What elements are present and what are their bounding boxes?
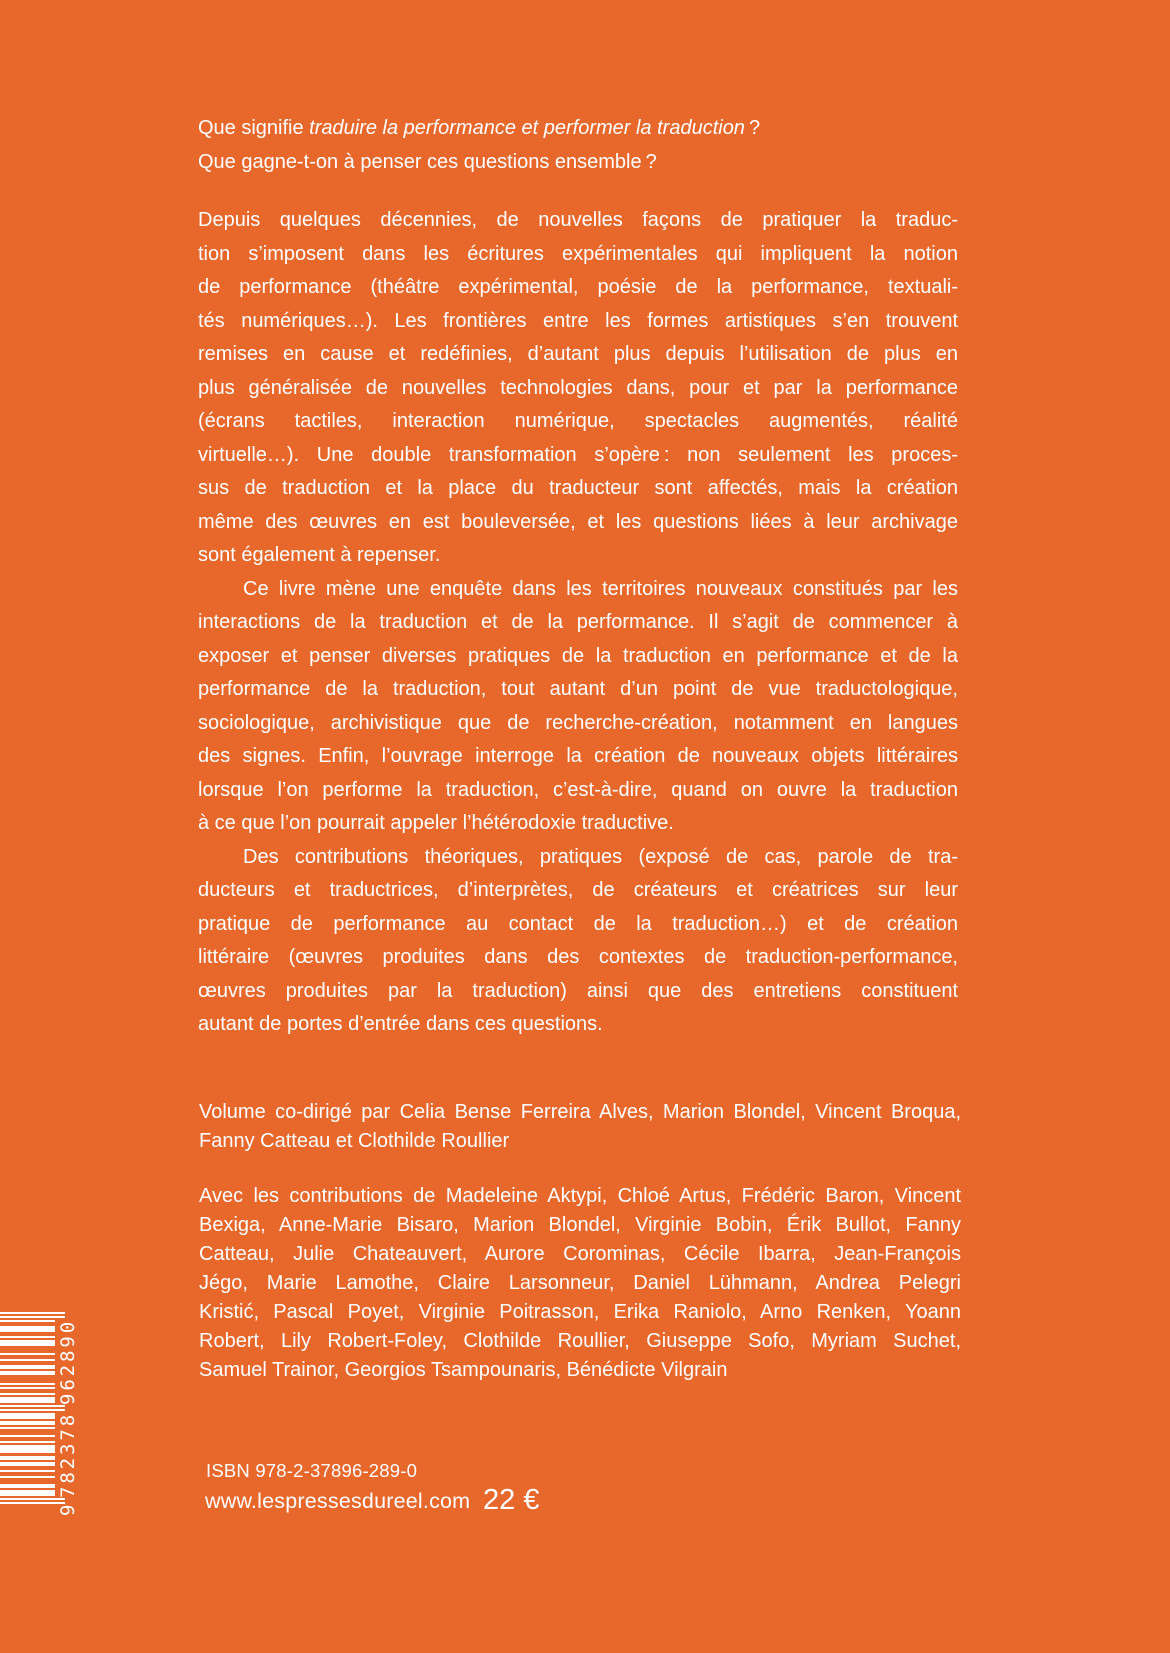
barcode-bar [0,1462,55,1466]
text-line: exposer et penser diverses pratiques de la traduction en performance et de la [198,644,958,667]
text-line: plus généralisée de nouvelles technologies dans, pour et par la performance [198,376,958,399]
text-line: Catteau, Julie Chateauvert, Aurore Corominas, Cécile Ibarra, Jean-François [199,1243,961,1265]
barcode-bar [0,1484,55,1488]
barcode-bar [0,1405,65,1407]
barcode-bar [0,1353,55,1355]
barcode-bar [0,1470,55,1472]
synopsis-paragraph-2 [198,573,958,841]
text-line: tion s’imposent dans les écritures expérimentales qui impliquent la notion [198,242,958,265]
intro-question-1 [198,112,958,146]
barcode-bar [0,1490,55,1496]
barcode-bar [0,1371,55,1375]
intro-question-1-suffix: ? [744,117,761,139]
text-line: Depuis quelques décennies, de nouvelles façons de pratiquer la traduc- [198,209,958,231]
synopsis-paragraph-3 [198,841,958,1042]
barcode-bar [0,1502,65,1504]
barcode-bar [0,1456,55,1460]
text-line: Volume co-dirigé par Celia Bense Ferreira Alves, Marion Blondel, Vincent Broqua, [199,1101,961,1123]
barcode-bar [0,1421,55,1425]
barcode-bar [0,1326,55,1332]
text-line: Samuel Trainor, Georgios Tsampounaris, Bénédicte Vilgrain [199,1359,728,1381]
barcode-bar [0,1441,55,1443]
text-line: des signes. Enfin, l’ouvrage interroge la création de nouveaux objets littéraires [198,745,958,767]
ean-barcode [0,1310,80,1516]
text-line: Jégo, Marie Lamothe, Claire Larsonneur, Daniel Lühmann, Andrea Pelegri [199,1272,961,1294]
text-line: sus de traduction et la place du traducteur sont affectés, mais la création [198,477,958,499]
text-line: de performance (théâtre expérimental, poésie de la performance, textuali- [198,276,958,298]
text-line: performance de la traduction, tout autant d’un point de vue traductologique, [198,678,958,700]
price-text: 22 € [483,1484,540,1516]
barcode-bar [0,1413,55,1419]
text-line: œuvres produites par la traduction) ainsi que des entretiens constituent [198,979,958,1002]
text-line: sociologique, archivistique que de recherche-création, notamment en langues [198,711,958,734]
text-line: autant de portes d’entrée dans ces questions. [198,1013,603,1035]
barcode-bar [0,1359,55,1361]
barcode-digit-group-3: 962890 [57,1318,79,1405]
barcode-bar [0,1409,65,1411]
barcode-bar [0,1387,55,1389]
text-line: Kristić, Pascal Poyet, Virginie Poitrasson, Erika Raniolo, Arno Renken, Yoann [199,1301,961,1323]
barcode-bar [0,1498,65,1500]
barcode-bar [0,1476,55,1478]
barcode-digit-group-1: 9 [57,1501,79,1516]
text-line: interactions de la traduction et de la performance. Il s’agit de commencer à [198,611,958,633]
barcode-bar [0,1383,55,1385]
text-line: tés numériques…). Les frontières entre les formes artistiques s’en trouvent [198,309,958,332]
barcode-bar [0,1340,55,1346]
text-line: Avec les contributions de Madeleine Aktypi, Chloé Artus, Frédéric Baron, Vincent [199,1185,961,1207]
intro-question-1-italic: traduire la performance et performer la traduction [309,117,745,139]
text-line: remises en cause et redéfinies, d’autant plus depuis l’utilisation de plus en [198,343,958,365]
barcode-bar [0,1320,55,1322]
barcode-bar [0,1316,65,1318]
barcode-digit-group-2: 782378 [57,1411,79,1498]
intro-questions [198,112,958,179]
text-line: à ce que l’on pourrait appeler l’hétérodoxie traductive. [198,812,674,834]
barcode-bar [0,1365,55,1369]
barcode-bar [0,1427,55,1429]
text-line: (écrans tactiles, interaction numérique, spectacles augmentés, réalité [198,410,958,432]
text-line: ducteurs et traductrices, d’interprètes, de créateurs et créatrices sur leur [198,879,958,901]
text-line: Ce livre mène une enquête dans les territoires nouveaux constitués par les [243,577,958,600]
text-line: Fanny Catteau et Clothilde Roullier [199,1130,510,1152]
contributors-note [199,1182,961,1385]
barcode-bar [0,1397,55,1403]
editors-note [199,1098,961,1156]
text-line: littéraire (œuvres produites dans des contextes de traduction-performance, [198,946,958,968]
synopsis [198,204,958,1042]
barcode-bar [0,1336,55,1338]
barcode-bar [0,1445,55,1453]
publisher-website: www.lespressesdureel.com [205,1489,471,1513]
barcode-bar [0,1312,65,1314]
isbn-text: ISBN 978-2-37896-289-0 [206,1460,418,1481]
text-line: sont également à repenser. [198,544,441,566]
text-line: pratique de performance au contact de la traduction…) et de création [198,912,958,935]
text-line: Des contributions théoriques, pratiques (exposé de cas, parole de tra- [243,845,958,868]
barcode-bar [0,1393,55,1395]
text-line: Bexiga, Anne-Marie Bisaro, Marion Blondel, Virginie Bobin, Érik Bullot, Fanny [199,1214,961,1236]
text-line: Robert, Lily Robert-Foley, Clothilde Roullier, Giuseppe Sofo, Myriam Suchet, [199,1330,961,1352]
synopsis-paragraph-1 [198,204,958,573]
text-line: lorsque l’on performe la traduction, c’est-à-dire, quand on ouvre la traduction [198,778,958,801]
intro-question-1-prefix: Que signifie [198,117,310,139]
text-line: même des œuvres en est bouleversée, et les questions liées à leur archivage [198,510,958,533]
text-line: virtuelle…). Une double transformation s’opère : non seulement les proces- [198,443,958,466]
barcode-bar [0,1435,55,1437]
intro-question-2: Que gagne-t-on à penser ces questions ensemble ? [198,150,657,173]
